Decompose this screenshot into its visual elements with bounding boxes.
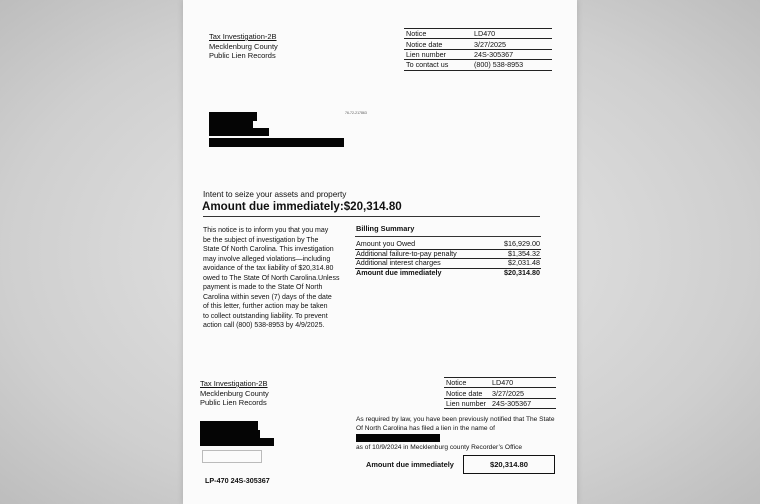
paragraph-line: of this letter, further action may be taken <box>203 303 328 310</box>
contact-value: (800) 538-8953 <box>472 60 552 70</box>
redacted-lien-name <box>356 434 440 442</box>
org-line-2: Mecklenburg County <box>209 41 278 51</box>
redacted-address-1 <box>209 121 253 128</box>
stub-notice-label: Notice <box>444 378 490 388</box>
lien-text-line-2: Of North Carolina has filed a lien in the name of <box>356 425 577 445</box>
billing-row-total <box>355 269 541 278</box>
billing-value: $16,929.00 <box>504 239 540 248</box>
lien-text-line-1: As required by law, you have been previously notified that The State <box>356 416 555 423</box>
stub-notice-date-row <box>444 388 556 398</box>
paragraph-line: Carolina within seven (7) days of the date <box>203 293 332 301</box>
stub-lien-number-label: Lien number <box>444 398 490 408</box>
contact-row <box>404 60 552 70</box>
paragraph-line: This notice is to inform you that you may <box>203 227 329 234</box>
notice-paragraph <box>203 226 363 331</box>
stub-amount-label: Amount due immediately <box>366 460 454 469</box>
billing-value: $2,031.48 <box>508 258 540 268</box>
notice-date-value: 3/27/2025 <box>472 39 552 49</box>
lien-text-line-3: as of 10/9/2024 in Mecklenburg county Recorder’s Office <box>356 444 523 452</box>
billing-summary <box>355 224 541 279</box>
paragraph-line: payment is made to the State Of North <box>203 284 323 291</box>
org-line-3: Public Lien Records <box>209 51 276 61</box>
notice-date-row <box>404 39 552 49</box>
stub-footer-code: LP-470 24S-305367 <box>205 476 270 485</box>
billing-summary-title: Billing Summary <box>356 224 415 233</box>
stub-lien-number-row <box>444 398 556 408</box>
paragraph-line: may involve alleged violations—including <box>203 255 331 263</box>
billing-value: $20,314.80 <box>504 267 540 277</box>
stub-notice-table <box>444 377 556 409</box>
stub-lien-number-value: 24S-305367 <box>490 398 556 408</box>
paragraph-line: avoidance of the tax liability of $20,314.80 <box>203 265 334 272</box>
stub-notice-date-value: 3/27/2025 <box>490 388 556 398</box>
contact-label: To contact us <box>404 60 472 70</box>
paragraph-line: owed to The State Of North Carolina.Unless <box>203 274 340 282</box>
lien-number-value: 24S-305367 <box>472 49 552 59</box>
section-divider <box>203 216 540 217</box>
redacted-name <box>209 112 257 121</box>
tracking-code: 76-72-217863 <box>345 111 367 115</box>
billing-label: Amount due immediately <box>356 267 442 277</box>
paragraph-line: to collect outstanding liability. To prevent <box>203 312 328 320</box>
redacted-address-2 <box>209 128 269 136</box>
stub-faded-box <box>202 450 262 463</box>
org-line-1: Tax Investigation-2B <box>209 32 277 41</box>
stub-org-line-1: Tax Investigation-2B <box>200 379 268 388</box>
lien-number-row <box>404 49 552 59</box>
redacted-address-3 <box>209 138 344 147</box>
notice-label: Notice <box>404 29 472 39</box>
stub-notice-row <box>444 378 556 388</box>
amount-due-heading <box>202 200 402 213</box>
intent-subtitle: Intent to seize your assets and property <box>203 190 347 199</box>
stub-org-line-3: Public Lien Records <box>200 398 267 408</box>
letter-page <box>183 0 577 504</box>
stub-redacted-address-2 <box>200 438 274 446</box>
billing-label: Additional interest charges <box>356 258 441 268</box>
billing-value: $1,354.32 <box>508 248 540 258</box>
lien-notice-text <box>356 416 577 453</box>
paragraph-line: action call (800) 538-8953 by 4/9/2025. <box>203 322 325 329</box>
billing-label: Additional failure-to-pay penalty <box>356 248 457 258</box>
stub-amount-value: $20,314.80 <box>489 460 528 469</box>
notice-date-label: Notice date <box>404 39 472 49</box>
paragraph-line: State Of North Carolina. This investigation <box>203 246 334 253</box>
stub-redacted-name <box>200 421 258 430</box>
billing-divider <box>355 236 541 237</box>
paragraph-line: be the subject of investigation by The <box>203 236 319 244</box>
notice-row <box>404 29 552 39</box>
org-address-block <box>209 32 278 61</box>
stub-org-block <box>200 379 269 408</box>
stub-org-line-2: Mecklenburg County <box>200 388 269 398</box>
notice-info-table <box>404 28 552 71</box>
stub-redacted-address-1 <box>200 430 260 438</box>
stub-amount-box <box>463 455 555 474</box>
notice-value: LD470 <box>472 29 552 39</box>
billing-label: Amount you Owed <box>356 239 416 248</box>
amount-due-value: $20,314.80 <box>343 200 402 213</box>
amount-due-label: Amount due immediately: <box>202 200 344 213</box>
stub-notice-date-label: Notice date <box>444 388 490 398</box>
stub-notice-value: LD470 <box>490 378 556 388</box>
lien-number-label: Lien number <box>404 49 472 59</box>
